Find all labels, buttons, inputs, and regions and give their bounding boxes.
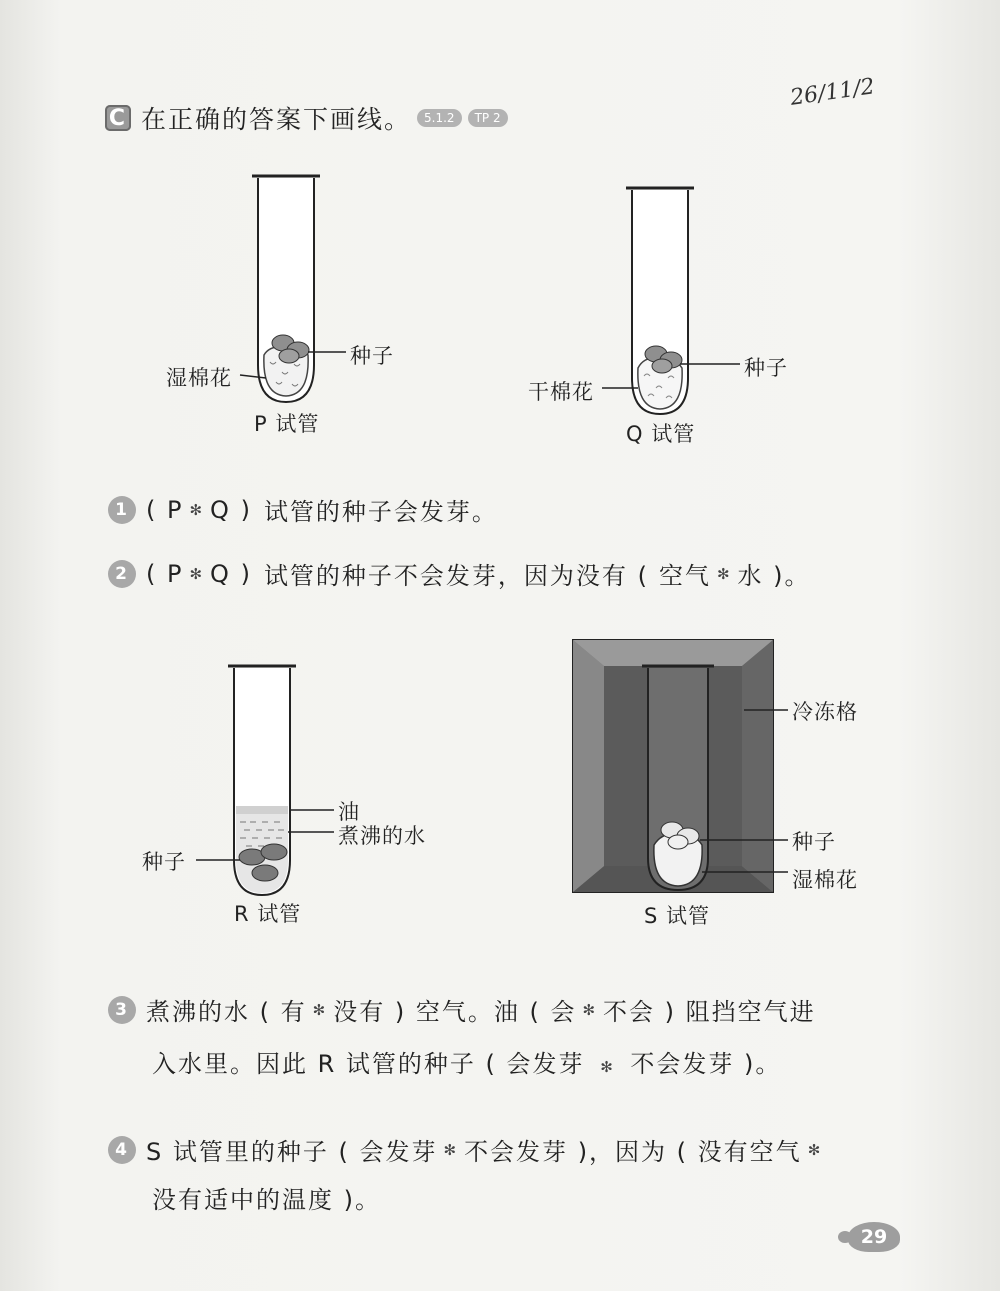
q3-part-c[interactable]: 不会 ) 阻挡空气进	[603, 998, 816, 1026]
test-tube-p-illustration	[240, 176, 346, 402]
separator-icon: ✻	[312, 1000, 328, 1019]
question-2-number: 2	[108, 560, 136, 588]
q2-option-water[interactable]: 水 )。	[737, 562, 811, 590]
instruction-text: 在正确的答案下画线。	[141, 105, 412, 134]
question-4-number: 4	[108, 1136, 136, 1164]
seed-r-2	[261, 844, 287, 860]
q4-part-b[interactable]: 不会发芽 )，因为 ( 没有空气	[464, 1138, 802, 1166]
question-3	[108, 992, 816, 1027]
q2-option-p[interactable]: ( P	[146, 559, 184, 588]
oil-layer	[236, 806, 288, 814]
q1-option-q[interactable]: Q )	[210, 495, 252, 524]
separator-icon: ✻	[716, 564, 732, 583]
question-2	[108, 556, 811, 591]
separator-icon: ✻	[600, 1058, 615, 1076]
seed-p-3	[279, 349, 299, 363]
question-4-line-2[interactable]: 没有适中的温度 )。	[152, 1186, 381, 1214]
q3-part-a[interactable]: 煮沸的水 ( 有	[146, 998, 307, 1026]
q1-text: 试管的种子会发芽。	[263, 498, 498, 526]
q3-part-d[interactable]: 入水里。因此 R 试管的种子 ( 会发芽	[152, 1050, 585, 1078]
q4-part-a[interactable]: S 试管里的种子 ( 会发芽	[146, 1138, 438, 1166]
seed-r-3	[252, 865, 278, 881]
separator-icon: ✻	[443, 1140, 459, 1159]
separator-icon: ✻	[582, 1000, 598, 1019]
tp-code-tag: TP 2	[468, 109, 508, 127]
label-dry-cotton-q: 干棉花	[528, 380, 594, 404]
question-3-number: 3	[108, 996, 136, 1024]
question-3-line-2	[152, 1044, 781, 1079]
label-seed-s: 种子	[792, 830, 836, 854]
label-wet-cotton-p: 湿棉花	[166, 366, 232, 390]
caption-tube-s: S 试管	[644, 904, 711, 928]
q2-text: 试管的种子不会发芽，因为没有 (	[263, 562, 649, 590]
label-seed-q: 种子	[744, 356, 788, 380]
test-tube-q-illustration	[602, 188, 740, 414]
test-tube-r-illustration	[196, 666, 334, 895]
label-oil-r: 油	[338, 800, 360, 824]
separator-icon: ✻	[807, 1140, 823, 1159]
label-wet-cotton-s: 湿棉花	[792, 868, 858, 892]
turtle-shell-icon: 29	[848, 1222, 900, 1252]
section-badge: C	[105, 105, 131, 131]
caption-tube-p: P 试管	[254, 412, 320, 436]
q2-option-q[interactable]: Q )	[210, 559, 252, 588]
question-1	[108, 492, 498, 527]
label-seed-r: 种子	[142, 850, 186, 874]
freezer-s-illustration	[573, 640, 788, 892]
question-1-number: 1	[108, 496, 136, 524]
question-4	[108, 1132, 828, 1167]
q1-option-p[interactable]: ( P	[146, 495, 184, 524]
separator-icon: ✻	[189, 500, 205, 519]
handwritten-date: 26/11/2	[788, 74, 877, 111]
q3-part-b[interactable]: 没有 ) 空气。油 ( 会	[333, 998, 577, 1026]
standard-code-tag: 5.1.2	[417, 109, 462, 127]
caption-tube-q: Q 试管	[626, 422, 696, 446]
separator-icon: ✻	[189, 564, 205, 583]
label-boiled-water-r: 煮沸的水	[338, 824, 426, 848]
caption-tube-r: R 试管	[234, 902, 302, 926]
label-freezer-s: 冷冻格	[792, 700, 858, 724]
seed-q-3	[652, 359, 672, 373]
label-seed-p: 种子	[350, 344, 394, 368]
q2-option-air[interactable]: 空气	[658, 562, 711, 590]
page-number	[838, 1222, 900, 1252]
q3-part-e[interactable]: 不会发芽 )。	[630, 1050, 782, 1078]
